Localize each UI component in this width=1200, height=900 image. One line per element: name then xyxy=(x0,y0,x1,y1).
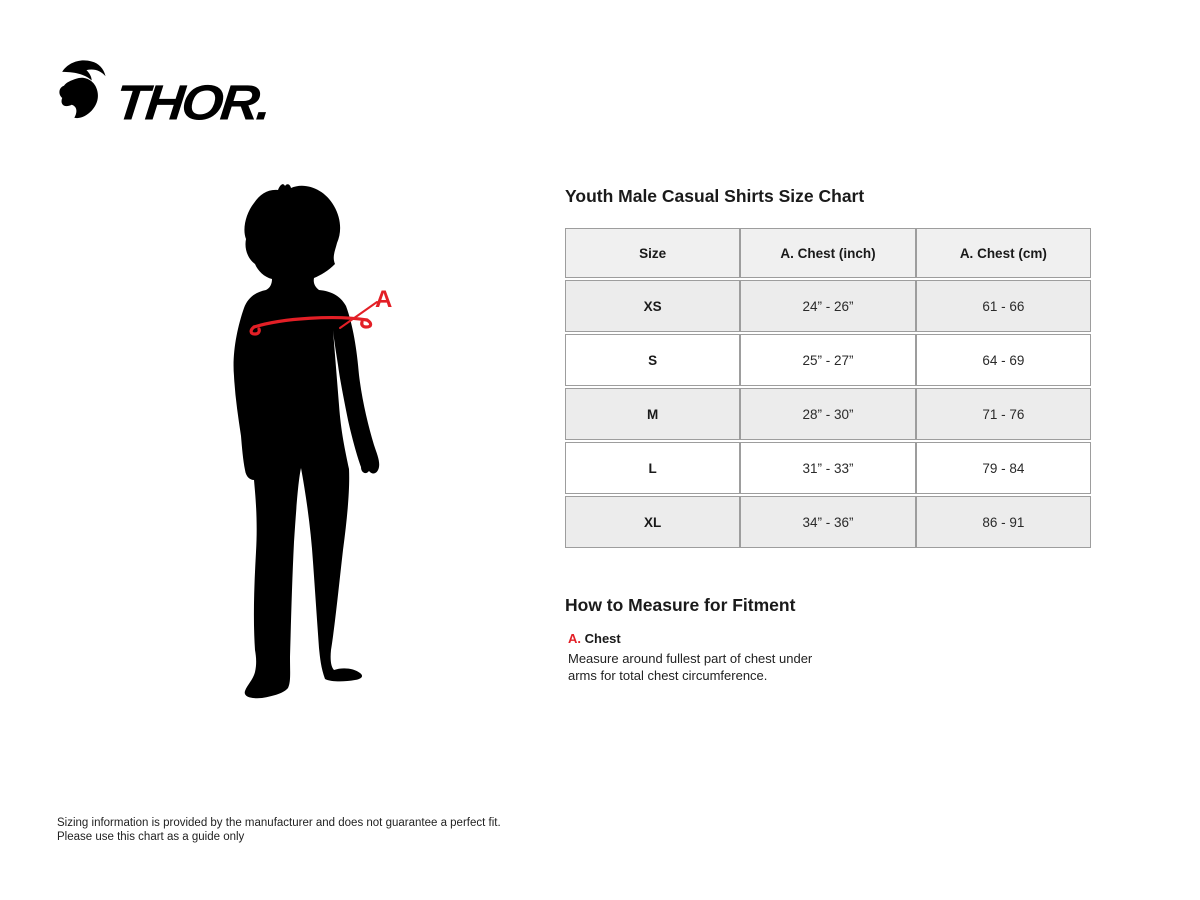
thor-goat-icon xyxy=(57,58,109,128)
table-row xyxy=(565,334,1091,386)
table-row xyxy=(565,496,1091,548)
column-header-size: Size xyxy=(565,228,740,278)
chest-inch-cell: 25” - 27” xyxy=(740,334,915,386)
size-cell: S xyxy=(565,334,740,386)
size-cell: L xyxy=(565,442,740,494)
measure-name: Chest xyxy=(584,631,621,646)
chest-cm-cell: 71 - 76 xyxy=(916,388,1091,440)
chest-inch-cell: 24” - 26” xyxy=(740,280,915,332)
size-chart-section xyxy=(565,186,1091,684)
measure-item-heading xyxy=(568,631,1091,646)
disclaimer-line-2: Please use this chart as a guide only xyxy=(57,831,245,843)
thor-wordmark: THOR. xyxy=(112,75,272,131)
chest-cm-cell: 79 - 84 xyxy=(916,442,1091,494)
page-title: Youth Male Casual Shirts Size Chart xyxy=(565,186,865,206)
table-row xyxy=(565,442,1091,494)
chest-inch-cell: 31” - 33” xyxy=(740,442,915,494)
chest-cm-cell: 86 - 91 xyxy=(916,496,1091,548)
thor-logo xyxy=(57,58,272,131)
measure-item-chest xyxy=(568,631,1091,684)
chest-point-label: A xyxy=(375,286,393,313)
size-cell: XL xyxy=(565,496,740,548)
child-silhouette xyxy=(234,184,380,698)
size-cell: XS xyxy=(565,280,740,332)
table-row xyxy=(565,388,1091,440)
size-chart-table xyxy=(565,226,1091,550)
sizing-disclaimer xyxy=(57,816,501,844)
measure-description: Measure around fullest part of chest under arms for total chest circumference. xyxy=(568,651,813,683)
table-row xyxy=(565,280,1091,332)
size-cell: M xyxy=(565,388,740,440)
disclaimer-line-1: Sizing information is provided by the manufacturer and does not guarantee a perfect fit. xyxy=(57,817,501,829)
column-header-chest-cm: A. Chest (cm) xyxy=(916,228,1091,278)
how-to-measure-title: How to Measure for Fitment xyxy=(565,595,796,615)
measure-key-letter: A. xyxy=(568,631,581,646)
measurement-figure xyxy=(228,180,400,726)
chest-inch-cell: 34” - 36” xyxy=(740,496,915,548)
chest-cm-cell: 61 - 66 xyxy=(916,280,1091,332)
chest-cm-cell: 64 - 69 xyxy=(916,334,1091,386)
chest-inch-cell: 28” - 30” xyxy=(740,388,915,440)
column-header-chest-inch: A. Chest (inch) xyxy=(740,228,915,278)
header-row xyxy=(565,228,1091,278)
